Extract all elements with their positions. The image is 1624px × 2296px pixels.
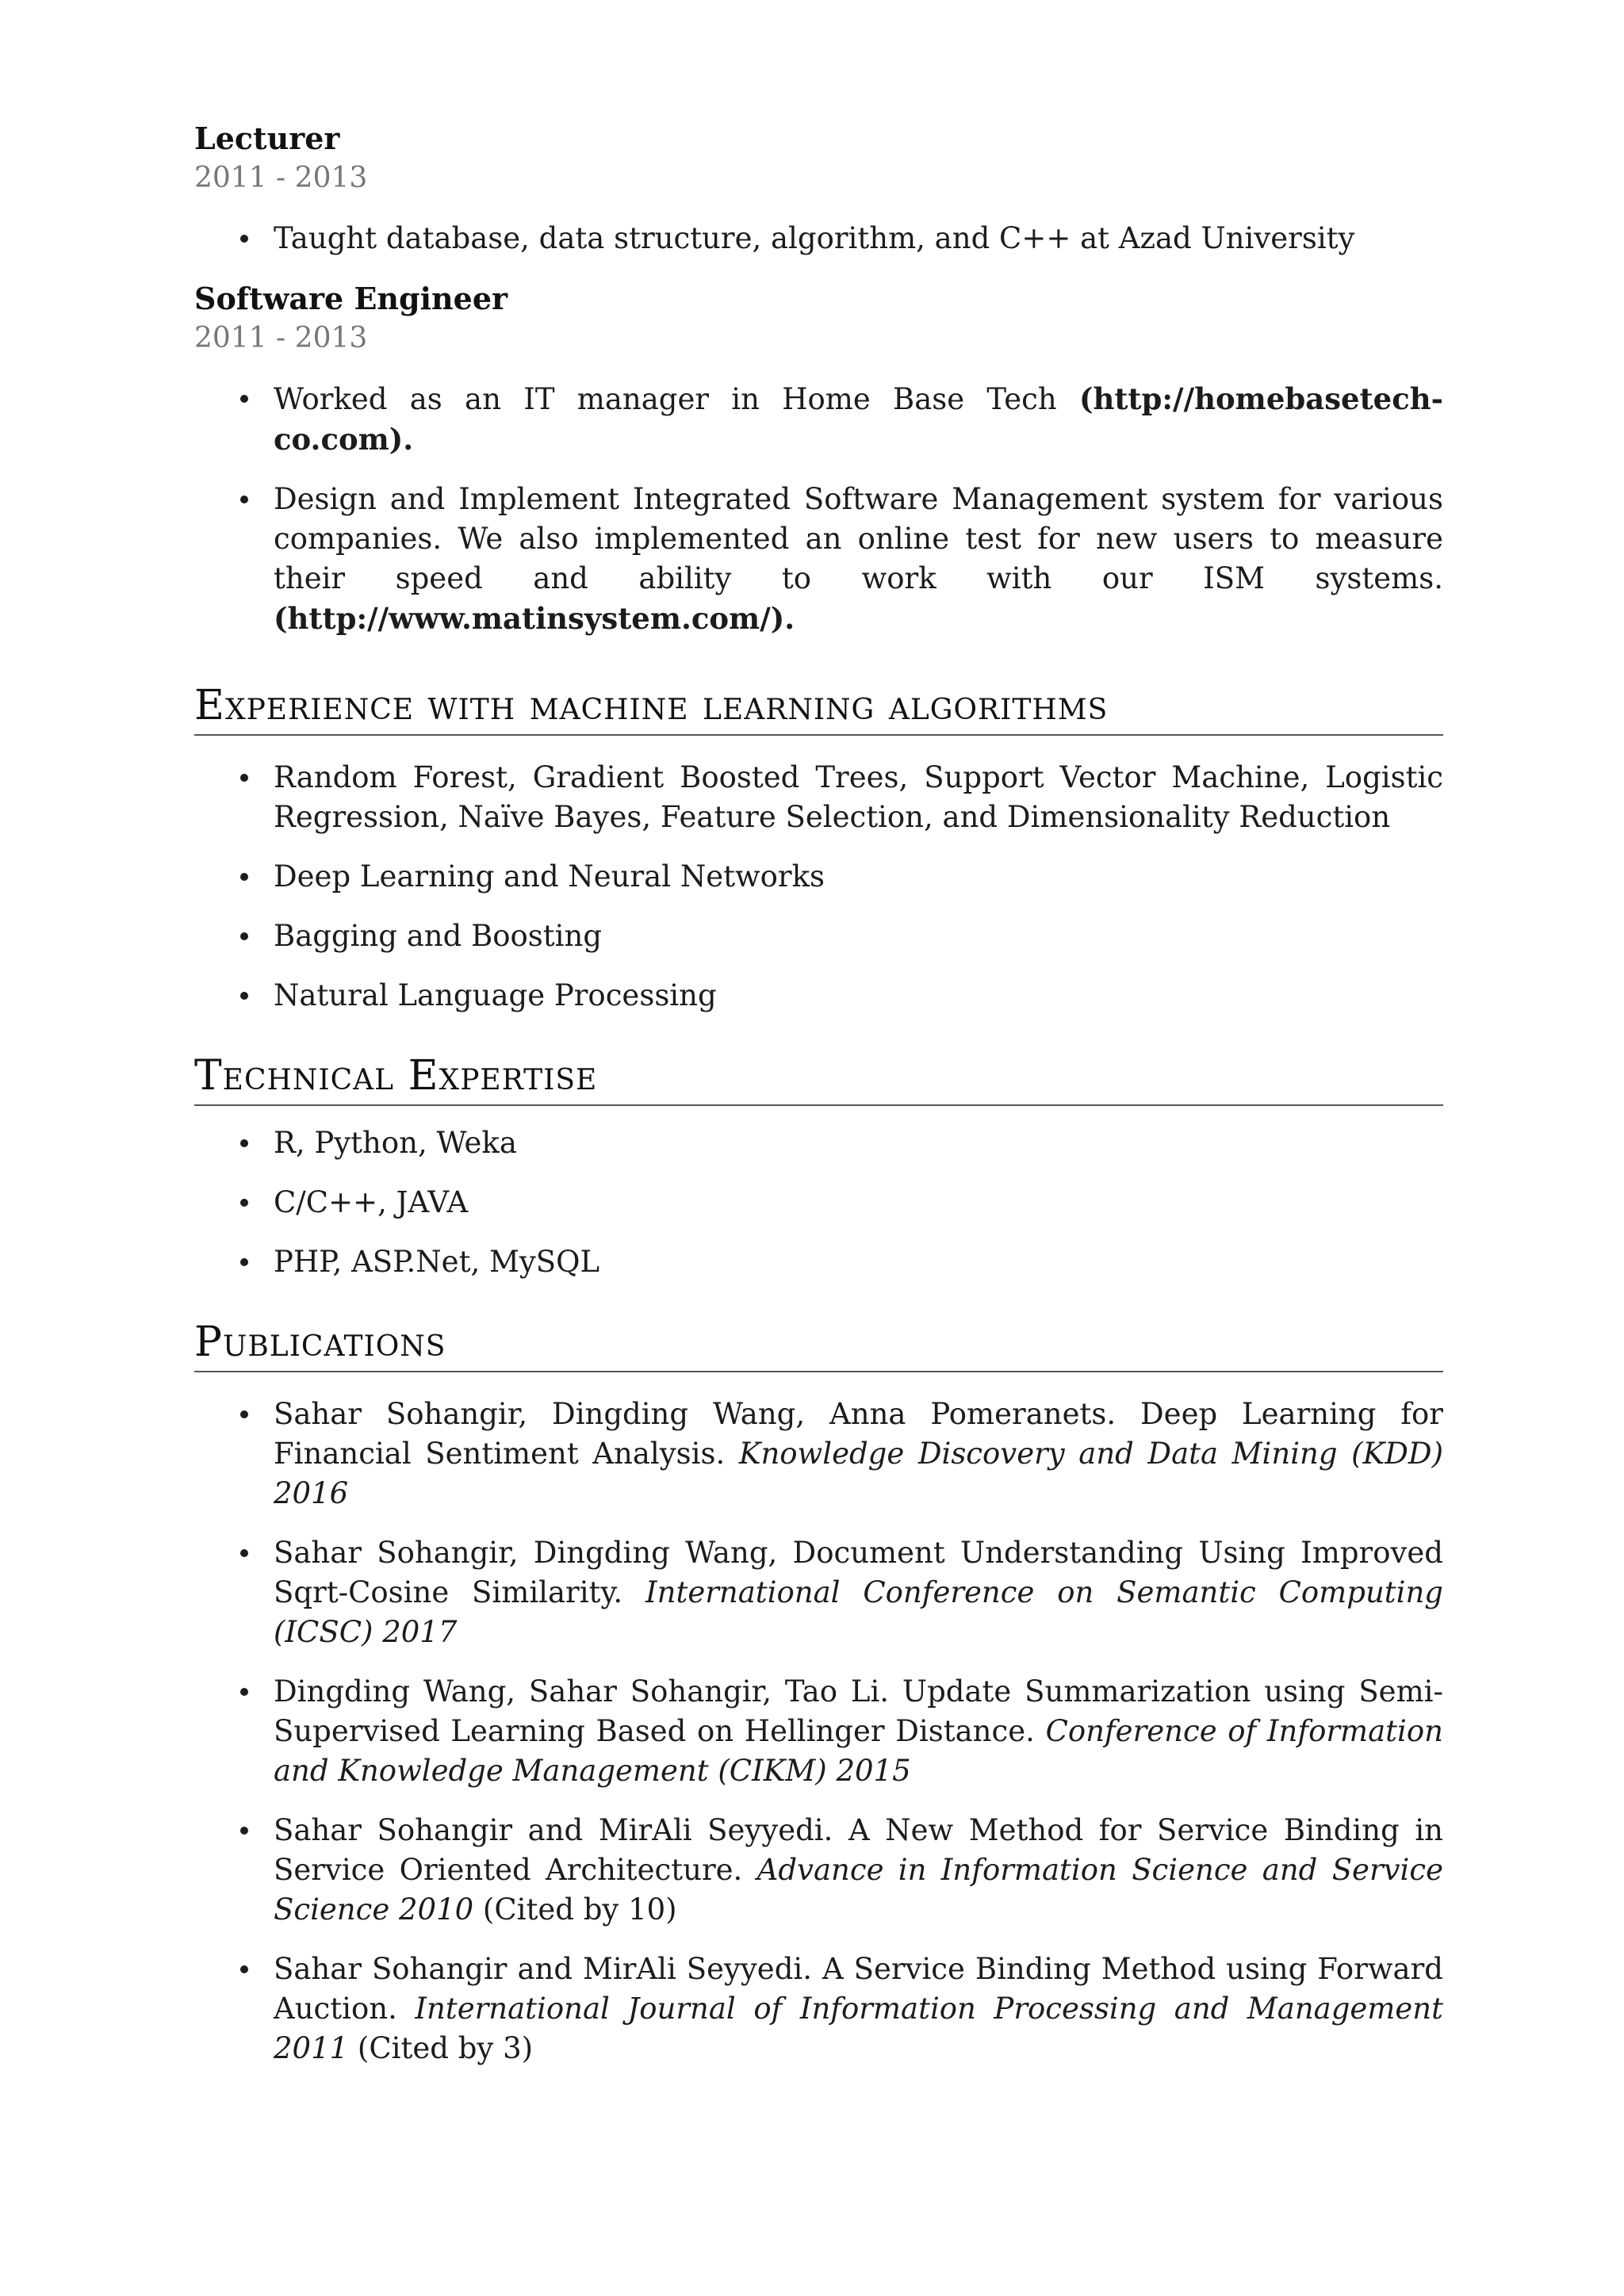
publication-authors: Sahar Sohangir and MirAli Seyyedi. A New Method for Service Binding in Service Oriented Architecture. <box>274 1813 1443 1887</box>
bullet-icon <box>240 992 248 1000</box>
job-lecturer <box>194 119 1443 258</box>
publication-item <box>194 1811 1443 1930</box>
section-heading: Technical Expertise <box>194 1049 1443 1106</box>
bullet-icon <box>240 395 248 403</box>
bullet-icon <box>240 1827 248 1835</box>
list-item <box>194 916 1443 956</box>
tech-list <box>194 1123 1443 1282</box>
list-item-text: Random Forest, Gradient Boosted Trees, Support Vector Machine, Logistic Regression, Naïve Bayes, Feature Selection, and Dimensionality Reduction <box>274 760 1443 834</box>
company-link[interactable]: (http://www.matinsystem.com/). <box>274 601 795 636</box>
publication-item <box>194 1950 1443 2068</box>
publication-item <box>194 1533 1443 1652</box>
bullet-icon <box>240 774 248 782</box>
job-bullets <box>194 379 1443 639</box>
bullet-icon <box>240 1258 248 1266</box>
job-dates: 2011 - 2013 <box>194 322 368 354</box>
section-ml-experience <box>194 679 1443 1016</box>
list-item <box>194 379 1443 460</box>
publication-item <box>194 1395 1443 1513</box>
job-bullets <box>194 219 1443 258</box>
bullet-icon <box>240 1139 248 1147</box>
job-title: Lecturer <box>194 121 340 156</box>
publication-authors: Sahar Sohangir and MirAli Seyyedi. A Service Binding Method using Forward Auction. <box>274 1952 1443 2026</box>
list-item <box>194 219 1443 258</box>
publication-venue: Knowledge Discovery and Data Mining (KDD) 2016 <box>274 1437 1444 1510</box>
publication-authors: Sahar Sohangir, Dingding Wang, Anna Pomeranets. Deep Learning for Financial Sentiment Analysis. <box>274 1397 1443 1471</box>
publication-authors: Dingding Wang, Sahar Sohangir, Tao Li. Update Summarization using Semi-Supervised Learning Based on Hellinger Distance. <box>274 1674 1443 1748</box>
list-item-text: R, Python, Weka <box>274 1126 517 1160</box>
bullet-icon <box>240 1965 248 1973</box>
list-item <box>194 758 1443 837</box>
bullet-icon <box>240 496 248 503</box>
bullet-icon <box>240 235 248 243</box>
section-publications <box>194 1315 1443 2068</box>
section-technical-expertise <box>194 1049 1443 1282</box>
list-item-text: Deep Learning and Neural Networks <box>274 859 825 894</box>
ml-list <box>194 758 1443 1016</box>
publication-authors: Sahar Sohangir, Dingding Wang, Document Understanding Using Improved Sqrt-Cosine Similarity. <box>274 1536 1443 1609</box>
list-item <box>194 857 1443 897</box>
list-item <box>194 480 1443 639</box>
list-item <box>194 1183 1443 1223</box>
bullet-icon <box>240 1549 248 1557</box>
bullet-icon <box>240 1410 248 1418</box>
section-heading: Experience with machine learning algorithms <box>194 679 1443 736</box>
job-software-engineer <box>194 279 1443 639</box>
publication-venue: Conference of Information and Knowledge Management (CIKM) 2015 <box>274 1714 1443 1788</box>
publication-citations: (Cited by 3) <box>348 2031 534 2065</box>
list-item <box>194 976 1443 1016</box>
job-bullet-text: Design and Implement Integrated Software Management system for various companies. We also implemented an online test for new users to measure their speed and ability to work with our ISM systems. <box>274 482 1443 595</box>
company-link[interactable]: (http://homebasetech-co.com). <box>274 381 1443 457</box>
bullet-icon <box>240 932 248 940</box>
publication-venue: International Journal of Information Processing and Management 2011 <box>274 1992 1443 2065</box>
list-item-text: C/C++, JAVA <box>274 1185 469 1219</box>
list-item-text: PHP, ASP.Net, MySQL <box>274 1245 600 1279</box>
job-dates: 2011 - 2013 <box>194 162 368 194</box>
resume-page <box>194 119 1443 2068</box>
publication-item <box>194 1672 1443 1791</box>
list-item <box>194 1123 1443 1163</box>
publication-citations: (Cited by 10) <box>473 1892 677 1927</box>
section-heading: Publications <box>194 1315 1443 1372</box>
list-item-text: Natural Language Processing <box>274 978 717 1012</box>
publication-list <box>194 1395 1443 2068</box>
publication-venue: International Conference on Semantic Computing (ICSC) 2017 <box>274 1575 1443 1649</box>
job-title: Software Engineer <box>194 281 508 316</box>
job-bullet-text: Worked as an IT manager in Home Base Tech <box>274 382 1079 416</box>
bullet-icon <box>240 873 248 881</box>
job-bullet-text: Taught database, data structure, algorithm, and C++ at Azad University <box>274 221 1355 255</box>
list-item-text: Bagging and Boosting <box>274 919 603 953</box>
publication-venue: Advance in Information Science and Service Science 2010 <box>274 1853 1443 1927</box>
bullet-icon <box>240 1199 248 1207</box>
list-item <box>194 1242 1443 1282</box>
bullet-icon <box>240 1688 248 1696</box>
